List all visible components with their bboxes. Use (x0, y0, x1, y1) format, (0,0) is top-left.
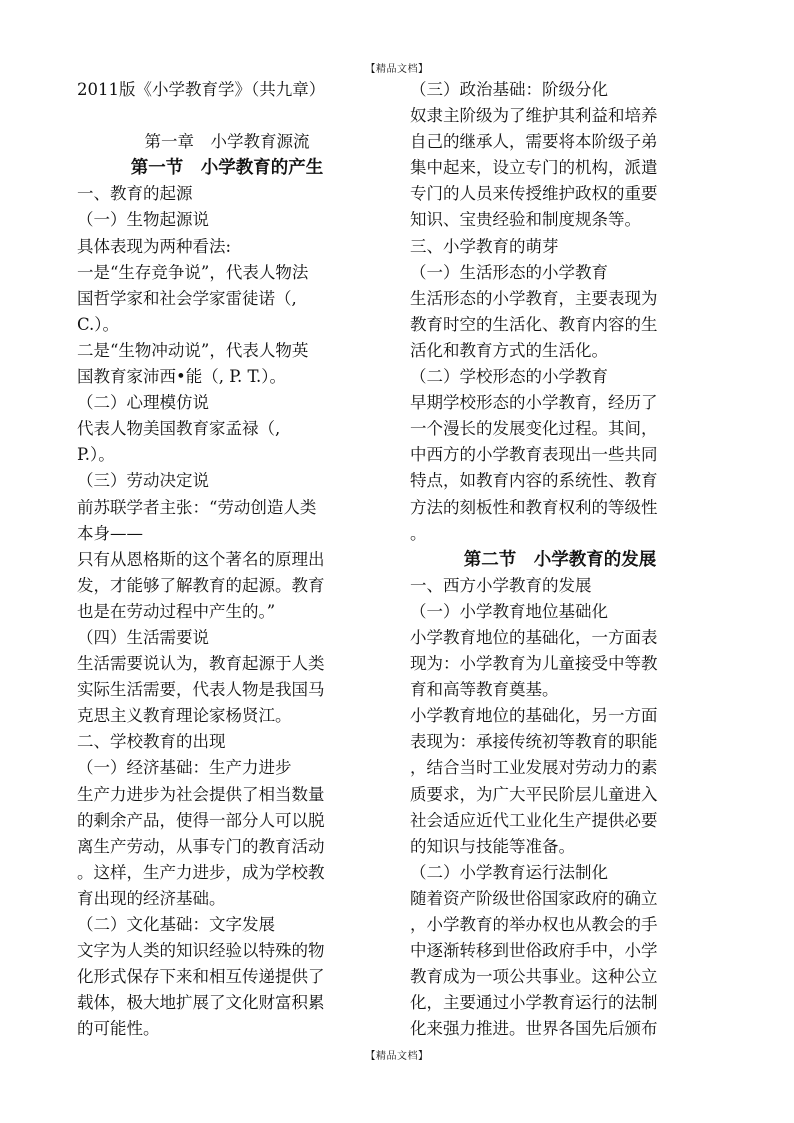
text-line: 育和高等教育奠基。 (410, 680, 559, 700)
text-line: ，结合当时工业发展对劳动力的素 (410, 758, 658, 778)
page-footer-tag: 【精品文档】 (365, 1051, 429, 1062)
section-title: 第一节 小学教育的产生 (130, 158, 324, 179)
text-line: 载体，极大地扩展了文化财富积累 (77, 993, 325, 1013)
text-line: 方法的刻板性和教育权利的等级性 (410, 497, 658, 517)
text-line: 中逐渐转移到世俗政府手中，小学 (410, 941, 658, 961)
section-title: 第二节 小学教育的发展 (463, 549, 657, 570)
text-line: 2011版《小学教育学》（共九章） (77, 80, 326, 99)
text-line: P.）。 (77, 445, 115, 465)
text-line: 一个漫长的发展变化过程。其间， (410, 419, 658, 439)
text-line: 发，才能够了解教育的起源。教育 (77, 575, 325, 595)
text-line: 教育成为一项公共事业。这种公立 (410, 967, 658, 987)
text-line: 代表人物美国教育家孟禄（, (77, 419, 281, 439)
text-line: 一、西方小学教育的发展 (410, 575, 592, 595)
text-line: 现为：小学教育为儿童接受中等教 (410, 654, 658, 674)
text-line: 二是“生物冲动说”，代表人物英 (77, 340, 309, 360)
text-line: 知识、宝贵经验和制度规条等。 (410, 210, 641, 230)
text-line: 生活需要说认为，教育起源于人类 (77, 654, 325, 674)
text-line: （三）劳动决定说 (77, 471, 209, 491)
text-line: 三、小学教育的萌芽 (410, 236, 559, 256)
text-line: 。 (410, 523, 427, 543)
text-line: 一、教育的起源 (77, 184, 193, 204)
text-line: 小学教育地位的基础化，一方面表 (410, 627, 658, 647)
text-line: 奴隶主阶级为了维护其利益和培养 (410, 106, 658, 126)
text-line: C.）。 (77, 314, 120, 334)
text-line: 活化和教育方式的生活化。 (410, 340, 608, 360)
text-line: 质要求，为广大平民阶层儿童进入 (410, 784, 658, 804)
text-line: 小学教育地位的基础化，另一方面 (410, 706, 658, 726)
text-line: 自己的继承人，需要将本阶级子弟 (410, 132, 658, 152)
text-line: 。这样，生产力进步，成为学校教 (77, 862, 325, 882)
right-column (410, 77, 710, 1042)
blank-line (77, 103, 377, 129)
text-line: 化形式保存下来和相互传递提供了 (77, 967, 325, 987)
text-line: 二、学校教育的出现 (77, 732, 226, 752)
text-line: （三）政治基础：阶级分化 (410, 80, 608, 99)
text-line: 本身—— (77, 523, 143, 543)
text-line: 具体表现为两种看法: (77, 236, 232, 256)
left-column (77, 77, 377, 1042)
text-line: 专门的人员来传授维护政权的重要 (410, 184, 658, 204)
page-header-tag: 【精品文档】 (365, 64, 429, 75)
text-line: 特点，如教育内容的系统性、教育 (410, 471, 658, 491)
text-line: （二）小学教育运行法制化 (410, 862, 608, 882)
text-line: （一）经济基础：生产力进步 (77, 758, 292, 778)
text-line: 离生产劳动，从事专门的教育活动 (77, 836, 325, 856)
text-line: 前苏联学者主张：“劳动创造人类 (77, 497, 317, 517)
text-line: 生活形态的小学教育，主要表现为 (410, 288, 658, 308)
text-line: （二）文化基础：文字发展 (77, 915, 275, 934)
text-line: 实际生活需要，代表人物是我国马 (77, 680, 325, 700)
text-line: （二）学校形态的小学教育 (410, 367, 608, 387)
text-line: 生产力进步为社会提供了相当数量 (77, 784, 325, 804)
text-line: 社会适应近代工业化生产提供必要 (410, 810, 658, 830)
text-line: （一）小学教育地位基础化 (410, 601, 608, 621)
text-line: 早期学校形态的小学教育，经历了 (410, 393, 658, 413)
text-line: 的剩余产品，使得一部分人可以脱 (77, 810, 325, 830)
chapter-title: 第一章 小学教育源流 (144, 132, 310, 152)
text-line: 中西方的小学教育表现出一些共同 (410, 445, 658, 465)
text-line: 集中起来，设立专门的机构，派遣 (410, 158, 658, 178)
text-line: （四）生活需要说 (77, 627, 209, 647)
text-line: 的知识与技能等准备。 (410, 836, 575, 856)
text-line: 的可能性。 (77, 1019, 160, 1039)
text-line: 文字为人类的知识经验以特殊的物 (77, 941, 325, 961)
text-line: （一）生物起源说 (77, 210, 209, 230)
text-line: 国哲学家和社会学家雷徒诺（, (77, 288, 297, 308)
text-line: 表现为：承接传统初等教育的职能 (410, 732, 658, 752)
text-line: 教育时空的生活化、教育内容的生 (410, 314, 658, 334)
text-line: （一）生活形态的小学教育 (410, 262, 608, 282)
text-line: 也是在劳动过程中产生的。” (77, 601, 276, 621)
text-line: 随着资产阶级世俗国家政府的确立 (410, 888, 658, 908)
text-line: 只有从恩格斯的这个著名的原理出 (77, 549, 325, 569)
text-line: ，小学教育的举办权也从教会的手 (410, 915, 658, 934)
text-line: 化来强力推进。世界各国先后颁布 (410, 1019, 658, 1039)
text-line: 育出现的经济基础。 (77, 888, 226, 908)
text-line: 克思主义教育理论家杨贤江。 (77, 706, 292, 726)
text-line: 一是“生存竞争说”，代表人物法 (77, 262, 309, 282)
text-line: 国教育家沛西•能（, P. T.）。 (77, 367, 287, 387)
text-line: 化，主要通过小学教育运行的法制 (410, 993, 658, 1013)
text-line: （二）心理模仿说 (77, 393, 209, 413)
